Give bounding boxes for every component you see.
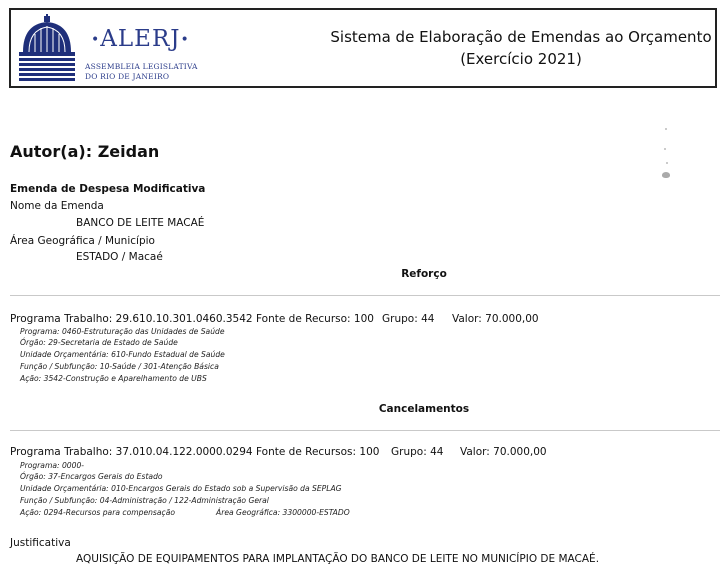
document-header [9, 8, 717, 88]
area-label: Área Geográfica / Município [10, 235, 155, 247]
reforco-detail: Programa: 0460-Estruturação das Unidades de Saúde [20, 327, 225, 336]
reforco-detail: Órgão: 29-Secretaria de Estado de Saúde [20, 338, 178, 347]
cancelamentos-detail: Unidade Orçamentária: 010-Encargos Gerais do Estado sob a Supervisão da SEPLAG [20, 484, 342, 493]
area-value: ESTADO / Macaé [76, 251, 163, 263]
emenda-name-label: Nome da Emenda [10, 200, 104, 212]
logo-title: •ALERJ• [91, 26, 190, 52]
alerj-logo [15, 14, 205, 84]
justificativa-label: Justificativa [10, 537, 71, 549]
reforco-detail: Função / Subfunção: 10-Saúde / 301-Atenção Básica [20, 362, 219, 371]
logo-subtitle [85, 62, 198, 82]
heart-icon [662, 172, 670, 178]
cancelamentos-fonte: Fonte de Recursos: 100 [256, 446, 380, 458]
reforco-heading: Reforço [401, 268, 447, 280]
reforco-grupo: Grupo: 44 [382, 313, 435, 325]
cancelamentos-grupo: Grupo: 44 [391, 446, 444, 458]
system-title-line2: (Exercício 2021) [460, 50, 582, 68]
author-title: Autor(a): Zeidan [10, 142, 160, 161]
divider [10, 430, 720, 431]
decorative-dots [662, 128, 670, 188]
logo-subtitle-line1: ASSEMBLEIA LEGISLATIVA [85, 62, 198, 71]
divider [10, 295, 720, 296]
cancelamentos-detail: Órgão: 37-Encargos Gerais do Estado [20, 472, 163, 481]
emenda-type: Emenda de Despesa Modificativa [10, 183, 206, 195]
system-title-line1: Sistema de Elaboração de Emendas ao Orçamento [330, 28, 712, 46]
emenda-name-value: BANCO DE LEITE MACAÉ [76, 217, 205, 229]
cancelamentos-valor: Valor: 70.000,00 [460, 446, 547, 458]
capitol-dome-icon [15, 14, 79, 82]
cancelamentos-heading: Cancelamentos [378, 403, 470, 415]
cancelamentos-detail: Ação: 0294-Recursos para compensação [20, 508, 176, 517]
reforco-fonte: Fonte de Recurso: 100 [256, 313, 374, 325]
justificativa-text: AQUISIÇÃO DE EQUIPAMENTOS PARA IMPLANTAÇÃO DO BANCO DE LEITE NO MUNICÍPIO DE MACAÉ. [76, 553, 600, 565]
reforco-programa: Programa Trabalho: 29.610.10.301.0460.3542 [10, 313, 253, 325]
reforco-detail: Unidade Orçamentária: 610-Fundo Estadual de Saúde [20, 350, 225, 359]
reforco-detail: Ação: 3542-Construção e Aparelhamento de UBS [20, 374, 207, 383]
system-title [251, 26, 720, 70]
logo-subtitle-line2: DO RIO DE JANEIRO [85, 72, 170, 81]
cancelamentos-programa: Programa Trabalho: 37.010.04.122.0000.0294 [10, 446, 253, 458]
cancelamentos-detail: Programa: 0000- [20, 461, 85, 470]
cancelamentos-detail: Função / Subfunção: 04-Administração / 122-Administração Geral [20, 496, 269, 505]
reforco-valor: Valor: 70.000,00 [452, 313, 539, 325]
cancelamentos-area-geo: Área Geográfica: 3300000-ESTADO [216, 508, 350, 517]
